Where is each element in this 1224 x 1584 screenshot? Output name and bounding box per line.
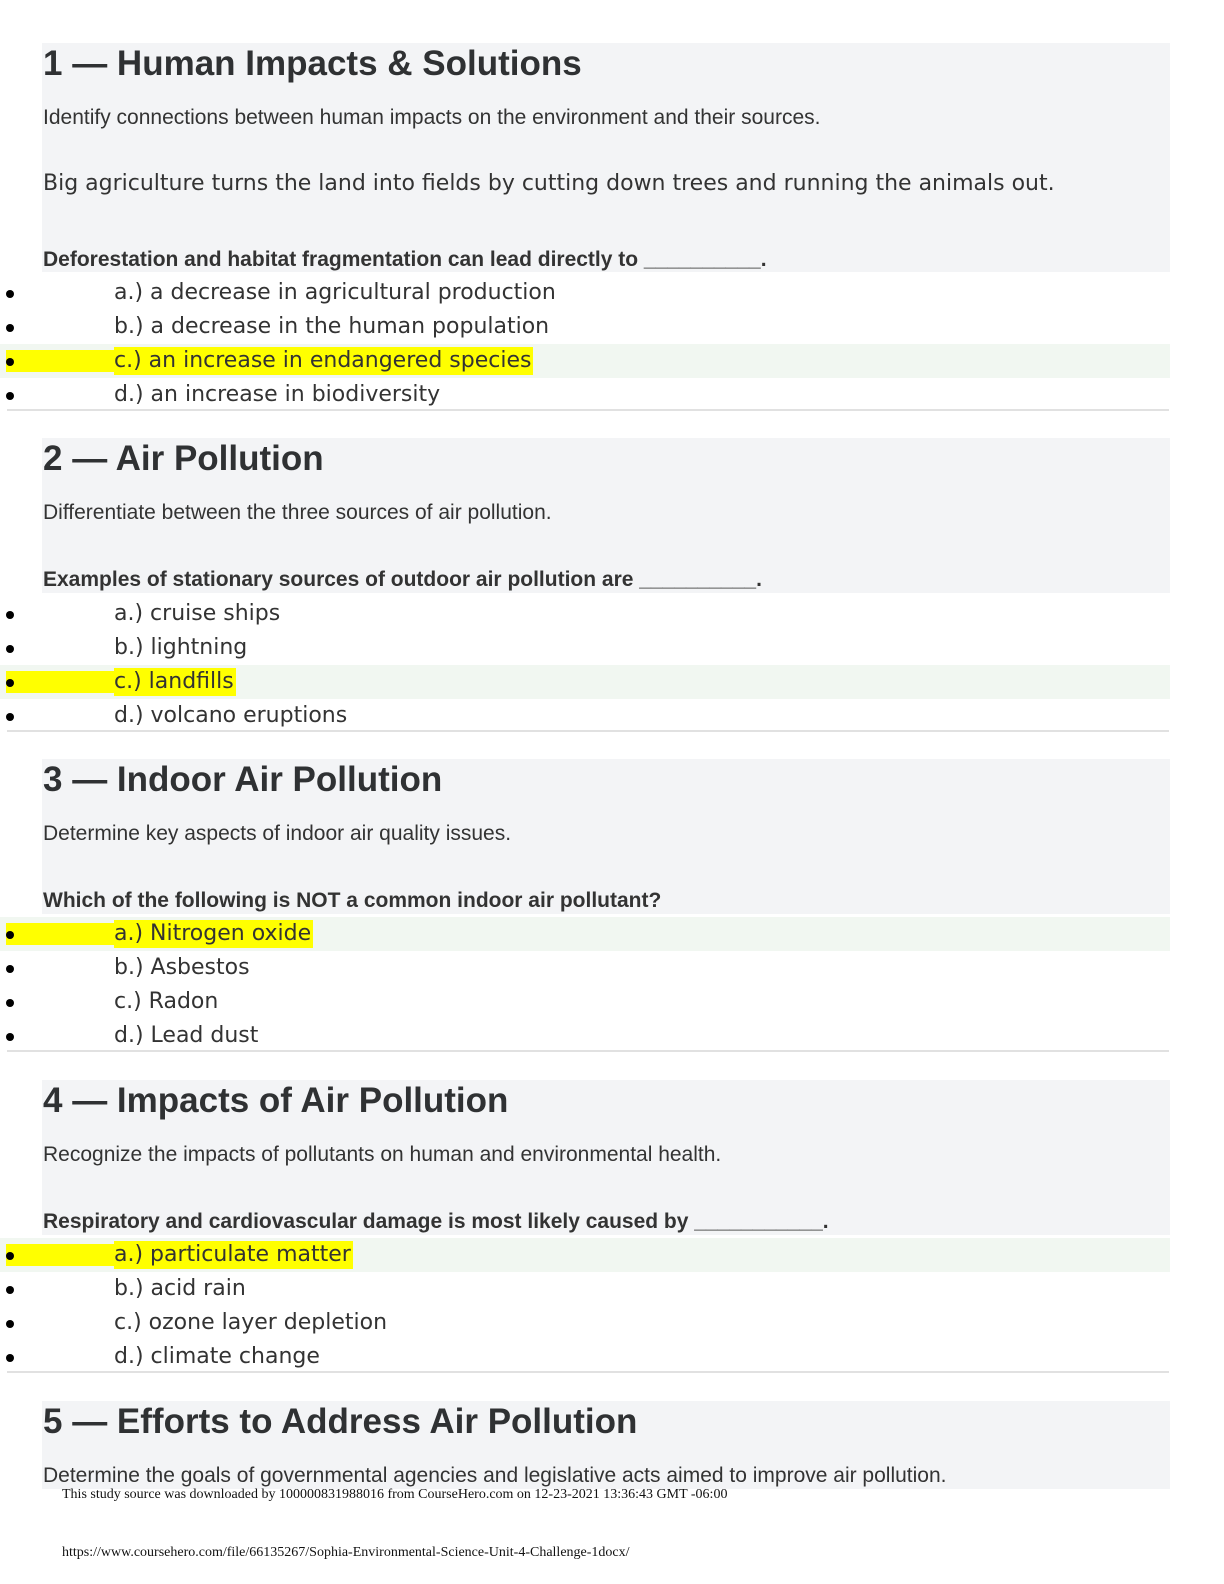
answer-label: c.) Radon: [114, 989, 219, 1014]
highlight-marker: [6, 1244, 114, 1266]
bullet-icon: [6, 1033, 14, 1041]
question-scenario: Big agriculture turns the land into fields by cutting down trees and running the animals out.: [43, 171, 1055, 196]
answer-label: a.) cruise ships: [114, 601, 281, 626]
answer-option-d[interactable]: [0, 1019, 1170, 1053]
answer-option-b[interactable]: [0, 310, 1170, 344]
answer-label: d.) volcano eruptions: [114, 703, 348, 728]
answer-label: a.) a decrease in agricultural production: [114, 280, 556, 305]
highlight-marker: [6, 350, 114, 372]
answer-label: b.) Asbestos: [114, 955, 250, 980]
answer-option-c-correct[interactable]: [0, 665, 1170, 699]
question-text: Which of the following is NOT a common indoor air pollutant?: [43, 889, 662, 912]
answer-option-d[interactable]: [0, 378, 1170, 412]
answer-list: [0, 276, 1224, 412]
bullet-icon: [6, 931, 14, 939]
section-title: 5 — Efforts to Address Air Pollution: [43, 1402, 638, 1441]
bullet-icon: [6, 290, 14, 298]
bullet-icon: [6, 679, 14, 687]
answer-label: d.) an increase in biodiversity: [114, 382, 441, 407]
bullet-icon: [6, 358, 14, 366]
bullet-icon: [6, 1286, 14, 1294]
section-title: 3 — Indoor Air Pollution: [43, 760, 443, 799]
section-divider: [7, 1371, 1169, 1373]
section-divider: [7, 409, 1169, 411]
answer-label: b.) acid rain: [114, 1276, 246, 1301]
answer-label: d.) climate change: [114, 1344, 320, 1369]
answer-label: d.) Lead dust: [114, 1023, 259, 1048]
bullet-icon: [6, 999, 14, 1007]
answer-label: c.) an increase in endangered species: [114, 348, 532, 373]
bullet-icon: [6, 1354, 14, 1362]
question-text: Deforestation and habitat fragmentation can lead directly to __________.: [43, 248, 767, 271]
question-text: Examples of stationary sources of outdoor air pollution are __________.: [43, 568, 762, 591]
answer-label: c.) ozone layer depletion: [114, 1310, 388, 1335]
answer-option-a-correct[interactable]: [0, 917, 1170, 951]
answer-option-b[interactable]: [0, 631, 1170, 665]
section-title: 4 — Impacts of Air Pollution: [43, 1081, 509, 1120]
answer-label: a.) Nitrogen oxide: [114, 921, 312, 946]
answer-list: [0, 917, 1224, 1053]
highlight-marker: [6, 671, 114, 693]
answer-list: [0, 597, 1224, 733]
answer-option-b[interactable]: [0, 1272, 1170, 1306]
question-text: Respiratory and cardiovascular damage is most likely caused by ___________.: [43, 1210, 829, 1233]
answer-option-d[interactable]: [0, 699, 1170, 733]
section-divider: [7, 730, 1169, 732]
highlight-marker: [6, 923, 114, 945]
section-description: Determine the goals of governmental agencies and legislative acts aimed to improve air pollution.: [43, 1464, 947, 1487]
answer-option-b[interactable]: [0, 951, 1170, 985]
answer-list: [0, 1238, 1224, 1374]
bullet-icon: [6, 713, 14, 721]
answer-label: a.) particulate matter: [114, 1242, 351, 1267]
section-description: Differentiate between the three sources of air pollution.: [43, 501, 552, 524]
bullet-icon: [6, 392, 14, 400]
answer-option-d[interactable]: [0, 1340, 1170, 1374]
bullet-icon: [6, 611, 14, 619]
source-url[interactable]: https://www.coursehero.com/file/66135267/Sophia-Environmental-Science-Unit-4-Challenge-1docx/: [62, 1545, 630, 1560]
bullet-icon: [6, 965, 14, 973]
answer-option-c[interactable]: [0, 1306, 1170, 1340]
answer-label: b.) a decrease in the human population: [114, 314, 550, 339]
answer-option-c-correct[interactable]: [0, 344, 1170, 378]
answer-label: b.) lightning: [114, 635, 248, 660]
answer-option-a[interactable]: [0, 597, 1170, 631]
section-divider: [7, 1050, 1169, 1052]
answer-option-a[interactable]: [0, 276, 1170, 310]
download-notice: This study source was downloaded by 100000831988016 from CourseHero.com on 12-23-2021 13:36:43 GMT -06:00: [62, 1487, 728, 1502]
bullet-icon: [6, 324, 14, 332]
section-description: Recognize the impacts of pollutants on human and environmental health.: [43, 1143, 722, 1166]
section-description: Determine key aspects of indoor air quality issues.: [43, 822, 512, 845]
answer-option-c[interactable]: [0, 985, 1170, 1019]
bullet-icon: [6, 645, 14, 653]
section-title: 2 — Air Pollution: [43, 439, 324, 478]
answer-label: c.) landfills: [114, 669, 234, 694]
section-title: 1 — Human Impacts & Solutions: [43, 44, 582, 83]
answer-option-a-correct[interactable]: [0, 1238, 1170, 1272]
bullet-icon: [6, 1320, 14, 1328]
bullet-icon: [6, 1252, 14, 1260]
section-description: Identify connections between human impacts on the environment and their sources.: [43, 106, 821, 129]
